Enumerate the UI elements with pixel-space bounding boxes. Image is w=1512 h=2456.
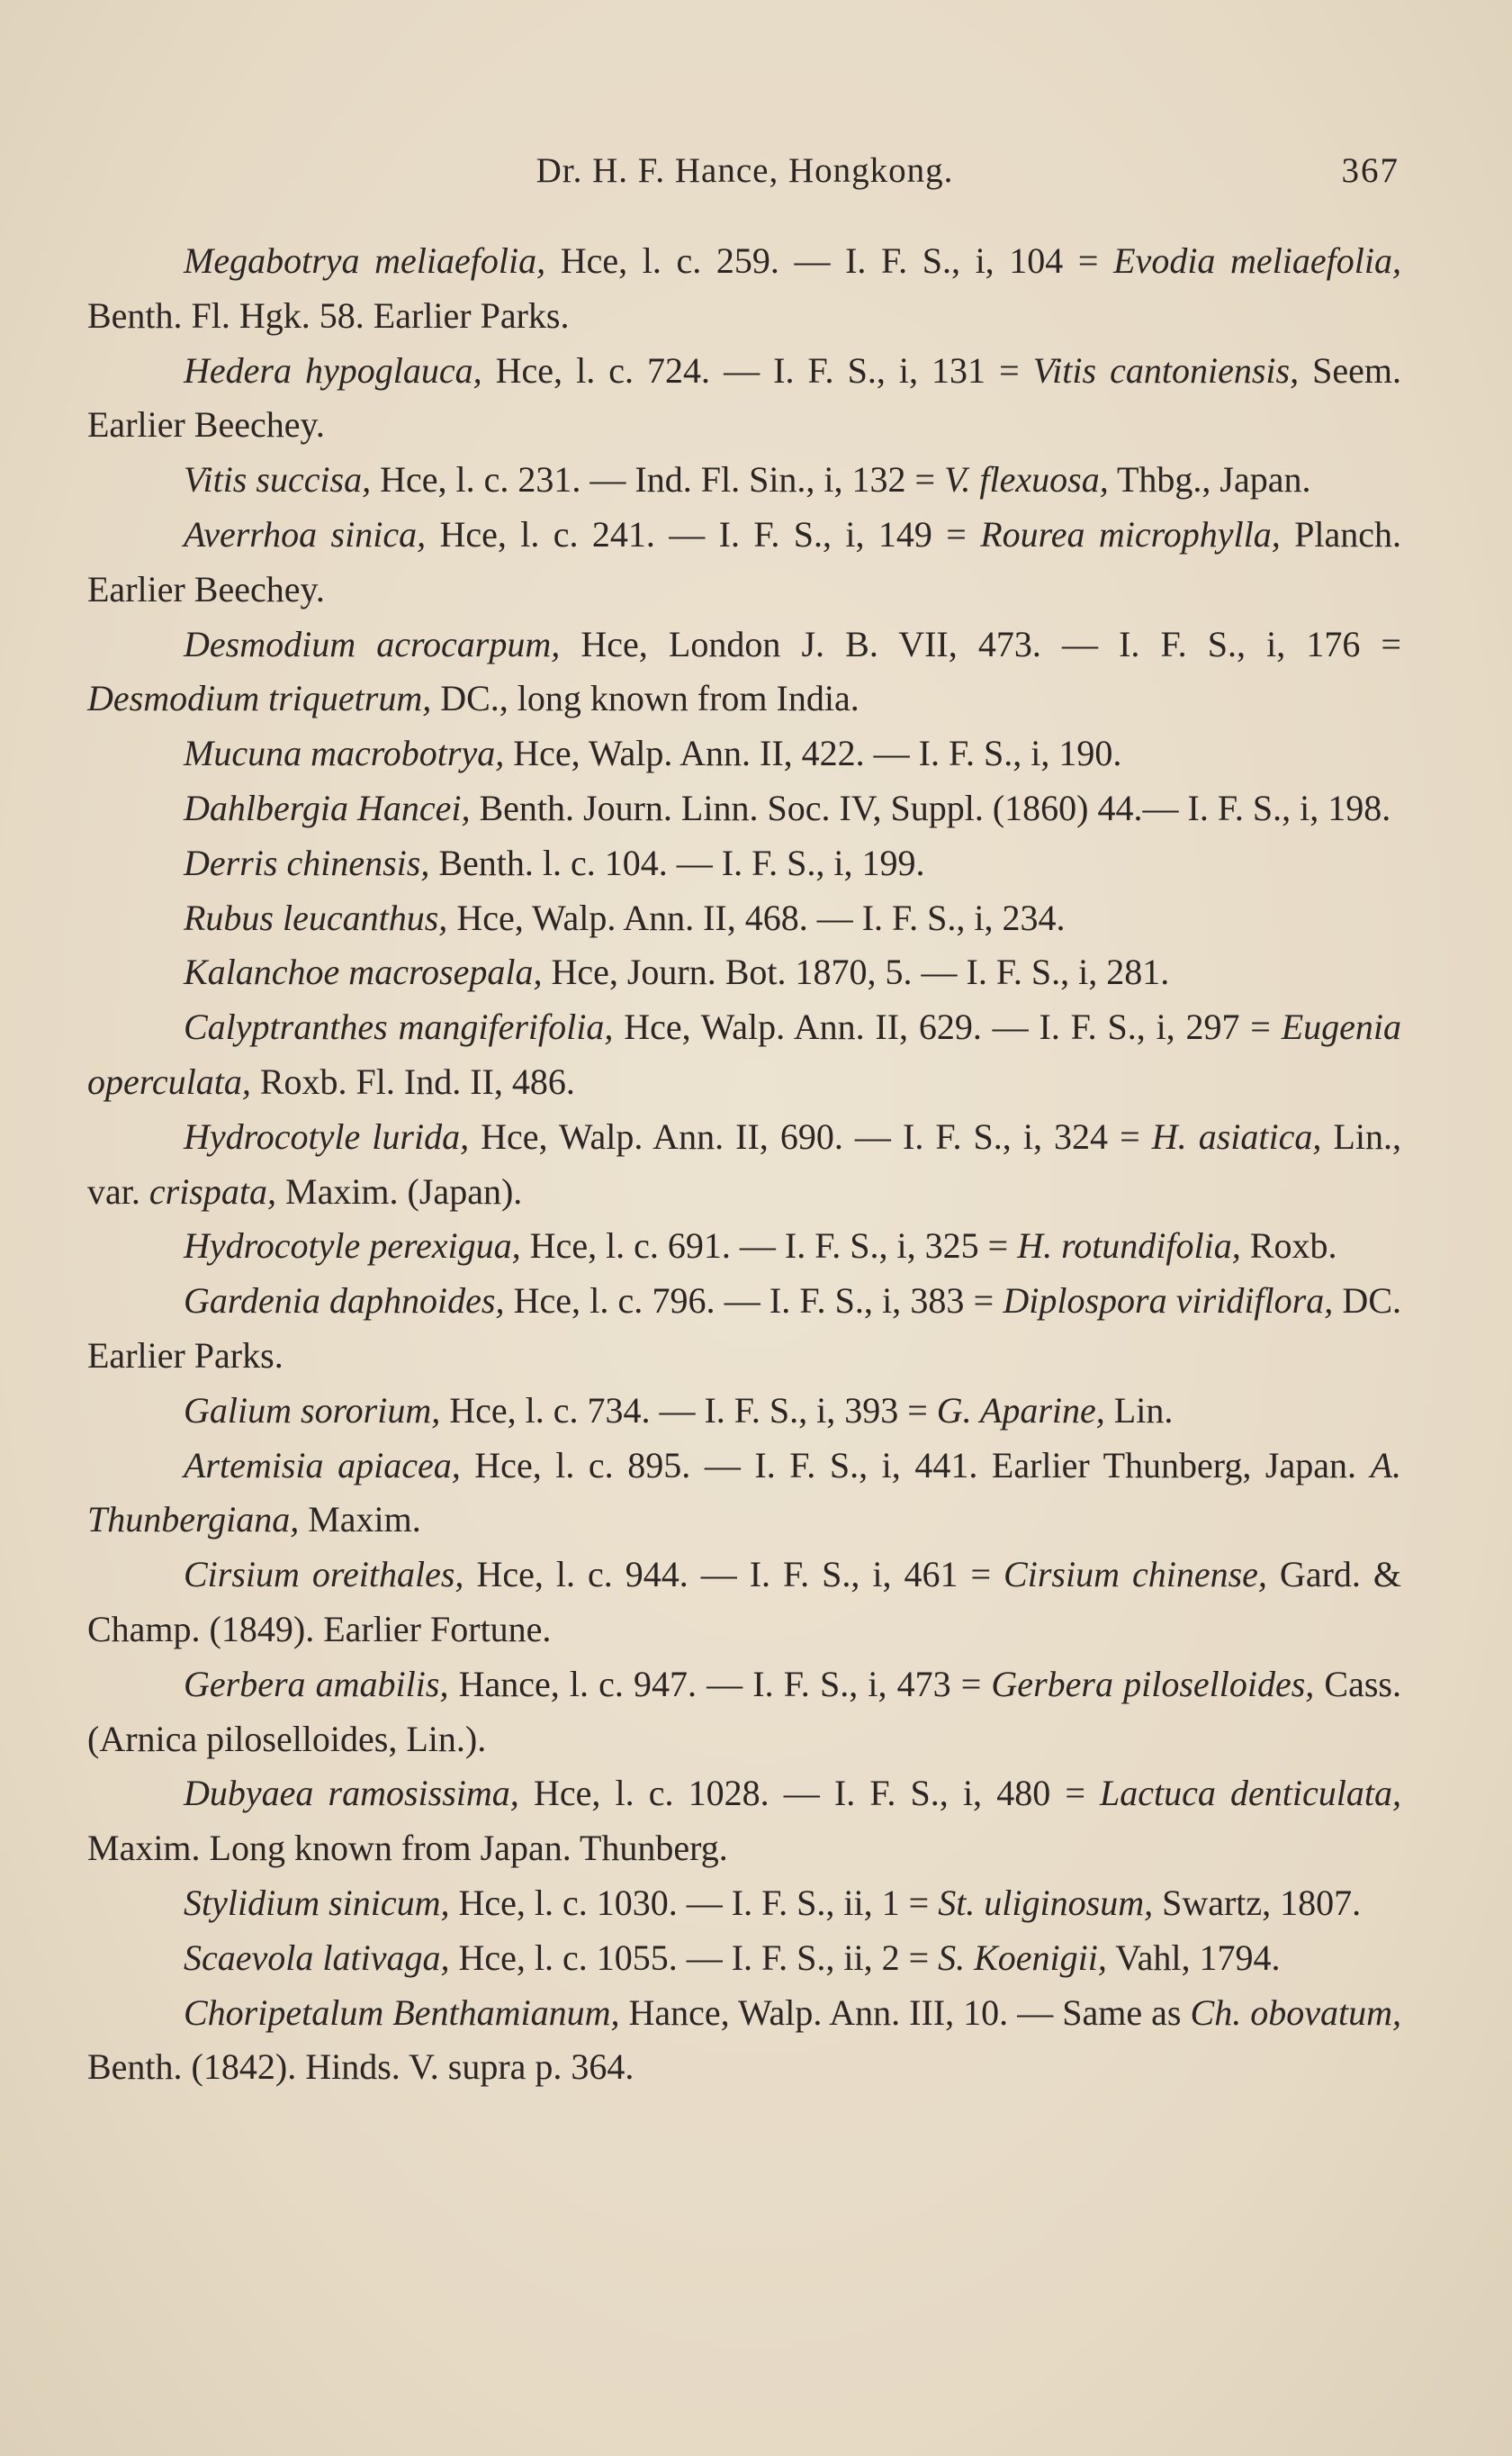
synonym: Vitis cantoniensis, <box>1032 349 1300 391</box>
citation: Benth. l. c. 104. — I. F. S., i, 199. <box>429 842 925 883</box>
species-name: Vitis succisa, <box>184 459 372 501</box>
citation: Hce, l. c. 259. — I. F. S., i, 104 = <box>545 240 1114 281</box>
citation: Hce, Walp. Ann. II, 468. — I. F. S., i, 234. <box>447 897 1066 938</box>
citation: Hance, Walp. Ann. III, 10. — Same as <box>619 1991 1191 2033</box>
entry-choripetalum <box>87 1986 1401 2096</box>
citation: Hce, London J. B. VII, 473. — I. F. S., i, 176 = <box>560 623 1401 664</box>
page-number: 367 <box>1341 151 1400 190</box>
citation: Hce, l. c. 691. — I. F. S., i, 325 = <box>520 1225 1018 1267</box>
entry-gardenia <box>87 1274 1401 1384</box>
entry-mucuna <box>87 727 1401 781</box>
citation: Benth. Journ. Linn. Soc. IV, Suppl. (1860) 44.— I. F. S., i, 198. <box>470 787 1391 828</box>
synonym: Cirsium chinense, <box>1004 1554 1267 1595</box>
citation-tail: Gard. & Champ. (1849). Earlier Fortune. <box>87 1554 1402 1649</box>
citation-tail: DC. Earlier Parks. <box>87 1280 1401 1376</box>
citation-tail: Benth. (1842). Hinds. V. supra p. 364. <box>87 2046 634 2088</box>
citation-tail: Roxb. <box>1240 1225 1337 1267</box>
entry-gerbera <box>87 1657 1401 1767</box>
citation: Hce, l. c. 241. — I. F. S., i, 149 = <box>426 513 981 555</box>
entry-dahlbergia <box>87 781 1401 836</box>
species-name: Stylidium sinicum, <box>184 1882 450 1923</box>
synonym: St. uliginosum, <box>938 1882 1154 1923</box>
citation: Hce, l. c. 231. — Ind. Fl. Sin., i, 132 = <box>371 459 945 501</box>
synonym: Ch. obovatum, <box>1190 1991 1402 2033</box>
entry-kalanchoe <box>87 945 1401 1000</box>
citation-tail: Vahl, 1794. <box>1106 1937 1281 1978</box>
synonym: H. rotundifolia, <box>1017 1225 1241 1267</box>
citation-tail: Planch. Earlier Beechey. <box>87 513 1401 609</box>
citation-tail: Seem. Earlier Beechey. <box>87 349 1401 446</box>
synonym: Diplospora viridiflora, <box>1003 1280 1334 1322</box>
synonym: Gerbera piloselloides, <box>991 1663 1315 1704</box>
citation-tail: Cass. (Arnica piloselloides, Lin.). <box>87 1663 1402 1759</box>
entry-scaevola <box>87 1931 1401 1986</box>
species-name: Derris chinensis, <box>184 842 430 883</box>
citation: Hce, Walp. Ann. II, 422. — I. F. S., i, 190. <box>504 733 1122 774</box>
entry-artemisia <box>87 1439 1401 1549</box>
page-header <box>90 144 1400 198</box>
citation-tail: Thbg., Japan. <box>1108 459 1311 501</box>
entry-desmodium <box>87 618 1401 727</box>
synonym: S. Koenigii, <box>938 1937 1107 1978</box>
citation: Hce, l. c. 944. — I. F. S., i, 461 = <box>464 1554 1004 1595</box>
species-name: Averrhoa sinica, <box>184 513 427 555</box>
citation-tail: DC., long known from India. <box>431 678 860 719</box>
citation: Hce, l. c. 895. — I. F. S., i, 441. Earlier Thunberg, Japan. <box>460 1444 1371 1485</box>
species-name: Scaevola lativaga, <box>184 1937 450 1978</box>
species-name: Dahlbergia Hancei, <box>184 787 471 828</box>
citation-tail: Benth. Fl. Hgk. 58. Earlier Parks. <box>87 294 570 336</box>
synonym: Eugenia operculata, <box>87 1007 1401 1102</box>
entry-hedera <box>87 344 1401 454</box>
species-name: Desmodium acrocarpum, <box>184 623 561 664</box>
entry-galium <box>87 1384 1401 1439</box>
citation: Hce, l. c. 1030. — I. F. S., ii, 1 = <box>449 1882 939 1923</box>
citation-tail: Lin., var. <box>87 1115 1401 1212</box>
citation: Hce, Journ. Bot. 1870, 5. — I. F. S., i, 281. <box>542 952 1170 993</box>
citation-tail: Maxim. <box>299 1499 421 1540</box>
species-name: Kalanchoe macrosepala, <box>184 952 543 993</box>
species-name: Choripetalum Benthamianum, <box>184 1991 620 2033</box>
citation: Hce, Walp. Ann. II, 629. — I. F. S., i, 297 = <box>613 1007 1282 1048</box>
species-name: Mucuna macrobotrya, <box>184 733 505 774</box>
entry-derris <box>87 836 1401 891</box>
synonym: Lactuca denticulata, <box>1100 1773 1401 1814</box>
species-name: Cirsium oreithales, <box>184 1554 464 1595</box>
entry-cirsium <box>87 1548 1401 1657</box>
species-name: Artemisia apiacea, <box>184 1444 461 1485</box>
species-name: Hedera hypoglauca, <box>184 349 482 391</box>
running-head: Dr. H. F. Hance, Hongkong. <box>536 151 954 190</box>
species-name: Dubyaea ramosissima, <box>184 1773 519 1814</box>
citation-tail: Maxim. Long known from Japan. Thunberg. <box>87 1828 728 1869</box>
citation-tail: Swartz, 1807. <box>1153 1882 1362 1923</box>
citation: Hce, l. c. 796. — I. F. S., i, 383 = <box>504 1280 1004 1322</box>
entry-calyptranthes <box>87 1000 1401 1110</box>
body-text <box>87 234 1401 2095</box>
species-name: Megabotrya meliaefolia, <box>184 240 546 281</box>
synonym: H. asiatica, <box>1151 1115 1322 1157</box>
entry-hydrocotyle-lurida <box>87 1110 1401 1220</box>
citation: Hce, l. c. 734. — I. F. S., i, 393 = <box>440 1389 937 1431</box>
species-name: Calyptranthes mangiferifolia, <box>184 1007 614 1048</box>
citation-tail: Roxb. Fl. Ind. II, 486. <box>250 1061 575 1102</box>
citation: Hce, Walp. Ann. II, 690. — I. F. S., i, 324 = <box>469 1115 1152 1157</box>
synonym: Rourea microphylla, <box>980 513 1281 555</box>
species-name: Rubus leucanthus, <box>184 897 448 938</box>
entry-stylidium <box>87 1876 1401 1931</box>
citation: Hance, l. c. 947. — I. F. S., i, 473 = <box>448 1663 992 1704</box>
entry-averrhoa <box>87 508 1401 618</box>
variety-name: crispata, <box>148 1170 276 1212</box>
synonym: A. Thunbergiana, <box>87 1444 1401 1540</box>
synonym: V. flexuosa, <box>944 459 1109 501</box>
entry-dubyaea <box>87 1766 1401 1876</box>
citation: Hce, l. c. 1055. — I. F. S., ii, 2 = <box>449 1937 939 1978</box>
citation-tail-2: Maxim. (Japan). <box>276 1170 523 1212</box>
species-name: Hydrocotyle perexigua, <box>184 1225 521 1267</box>
species-name: Hydrocotyle lurida, <box>184 1115 470 1157</box>
species-name: Gardenia daphnoides, <box>184 1280 505 1322</box>
entry-rubus <box>87 891 1401 946</box>
species-name: Gerbera amabilis, <box>184 1663 449 1704</box>
citation: Hce, l. c. 1028. — I. F. S., i, 480 = <box>518 1773 1101 1814</box>
entry-megabotrya <box>87 234 1401 344</box>
synonym: Evodia meliaefolia, <box>1113 240 1402 281</box>
citation-tail: Lin. <box>1104 1389 1174 1431</box>
species-name: Galium sororium, <box>184 1389 441 1431</box>
synonym: G. Aparine, <box>936 1389 1105 1431</box>
entry-vitis <box>87 453 1401 508</box>
entry-hydrocotyle-perexigua <box>87 1219 1401 1274</box>
citation: Hce, l. c. 724. — I. F. S., i, 131 = <box>482 349 1033 391</box>
synonym: Desmodium triquetrum, <box>87 678 432 719</box>
